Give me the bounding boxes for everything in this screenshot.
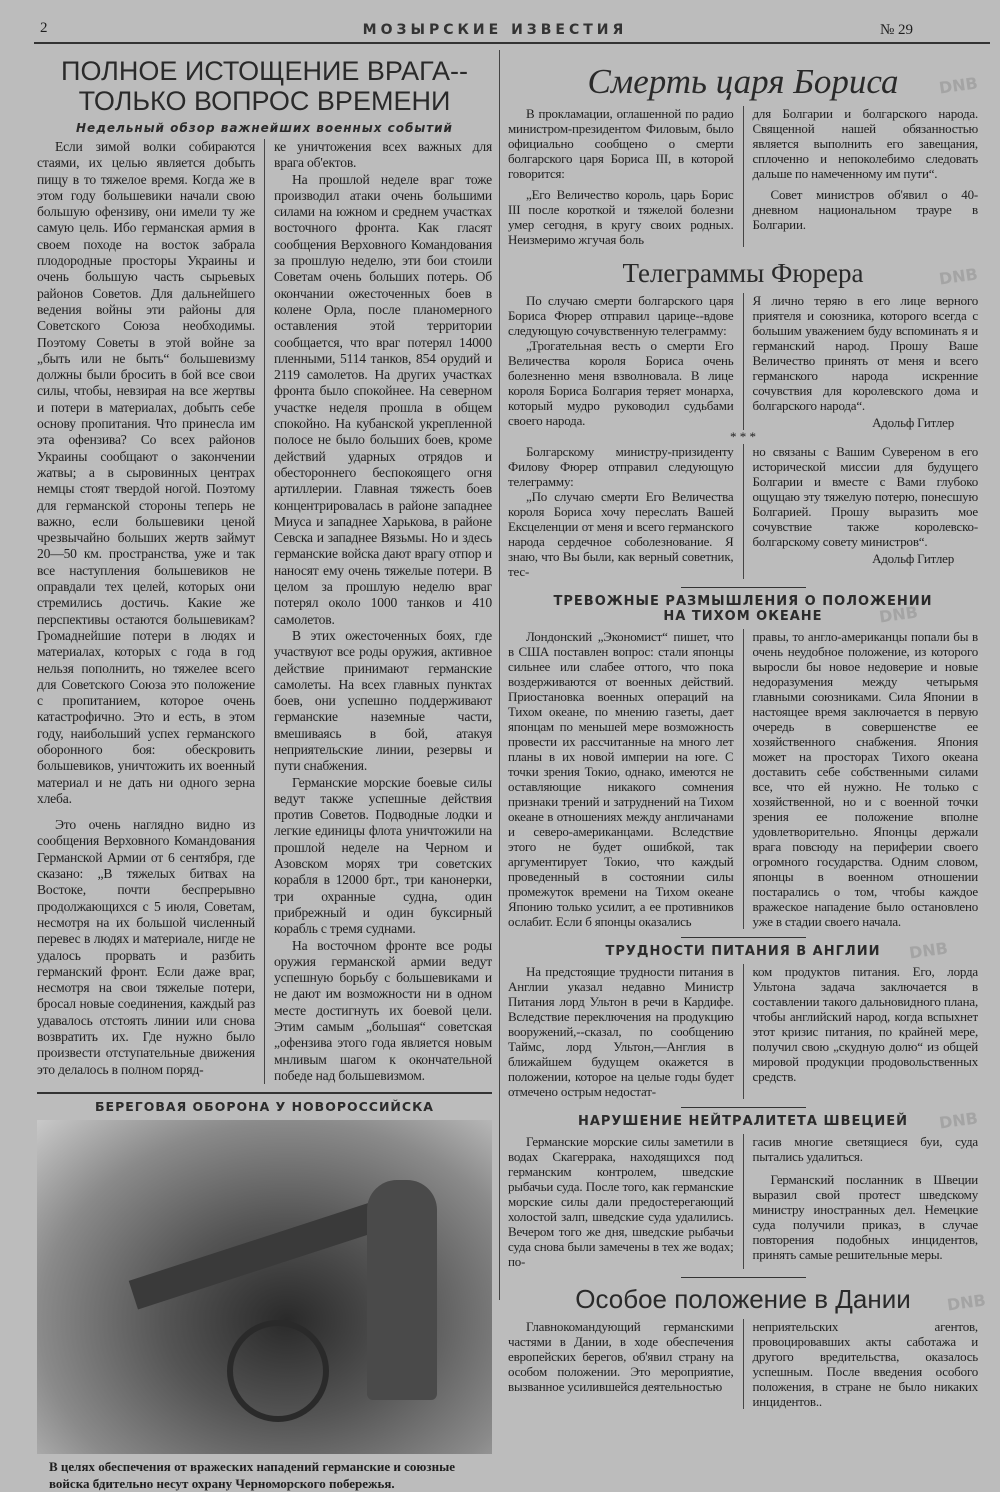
pacific-column-2 bbox=[753, 629, 979, 929]
column-divider bbox=[743, 964, 744, 1099]
paragraph: Болгарскому министру-призиденту Филову Фюрер отправил следующую телеграмму: bbox=[508, 444, 734, 489]
telegram-1-columns bbox=[508, 293, 978, 430]
paragraph: „По случаю смерти Его Величества короля Бориса хочу переслать Вашей Ексцеленции от меня и всего германского народа сердечное соболезнование. Я знаю, что Вы были, как верный советник, тес- bbox=[508, 489, 734, 579]
photo-caption: В целях обеспечения от вражеских нападений германские и союзные войска бдительно несут охрану Черноморского побережья. bbox=[49, 1459, 456, 1492]
england-columns bbox=[508, 964, 978, 1099]
paragraph: гасив многие светящиеся буи, суда пытались удалиться. bbox=[752, 1134, 978, 1164]
paragraph: неприятельских агентов, провоцировавших акты саботажа и другого вредительства, оказалось успешным. После введения особого положения, в стране не было никаких инцидентов.. bbox=[752, 1319, 978, 1409]
pacific-columns bbox=[508, 629, 978, 929]
left-section bbox=[37, 56, 492, 1492]
column-divider bbox=[743, 1134, 744, 1269]
asterism: * * * bbox=[730, 429, 756, 444]
telegram-1-column-2 bbox=[753, 293, 979, 430]
page-number: 2 bbox=[40, 20, 48, 36]
lead-columns bbox=[37, 139, 492, 1084]
soldier-figure bbox=[367, 1180, 437, 1400]
paragraph: правы, то англо-американцы попали бы в очень неудобное положение, из которого выросли бы новое недоверие и новые недоразумения между четырьмя главными союзниками. Сила Японии в настоящее время заключается в первую очередь в совершенстве ее хозяйственного снабжения. Япония может на просторах Тихого океана доставить себе собственными силами все, что ей нужно. Не только с хозяйственной, но и с военной точки зрения ее положение вполне удовлетворительно. Японцы держали врага повсюду на периферии своего огромного государства. Одним словом, японцы в военном отношении постарались о том, чтобы каждое вражеское нападение было остановлено уже в стадии своего начала. bbox=[752, 629, 978, 929]
lead-subtitle: Недельный обзор важнейших военных событий bbox=[76, 121, 453, 135]
sweden-column-1 bbox=[508, 1134, 734, 1269]
telegram-2-column-1 bbox=[508, 444, 734, 579]
paragraph: для Болгарии и болгарского народа. Священной нашей обязанностью является выполнить его завещания, сплоченно и непоколебимо следовать дальше по намеченному им пути“. bbox=[752, 106, 978, 181]
paragraph: Германские морские силы заметили в водах Скагеррака, находящихся под германским контролем, шведские рыбачьи суда. После того, как германские морские силы дали предостерегающий холостой залп, шведские суда удалились. Вечером того же дня, шведские рыбачьи суда снова были замечены в тех же водах; по- bbox=[508, 1134, 734, 1269]
sweden-title bbox=[508, 1108, 980, 1133]
paragraph: На прошлой неделе враг тоже производил атаки очень большими силами на южном и среднем участках восточного фронта. Как гласят сообщения Верховного Командования за прошлую неделю, эти бои стоили Советам очень больших потерь. Об окончании ожесточенных боев в колене Орла, после планомерного оставления этой территории сообщается, что враг потерял 14000 пленными, 5114 танков, 854 орудий и 2119 самолетов. На других участках фронта было спокойнее. На северном участке неделя прошла в общем спокойно. На кубанской укрепленной полосе не было больших боев, кроме действий ударных отрядов и обестороннего беспокоящего огня артиллерии. Главная тяжесть боев концентрировалась в районе западнее Миуса и западнее Харькова, в районе Севска и западнее Вязьмы. Но и здесь германские войска дают врагу отпор и наносят ему очень тяжелые потери. В целом за прошлую неделю враг потерял около 1000 танков и 410 самолетов. bbox=[274, 171, 492, 627]
lead-column-1 bbox=[37, 139, 255, 1084]
paragraph: Я лично теряю в его лице верного приятеля и союзника, которого всегда с большим уважением буду вспоминать я и германский народ. Прошу Ваше Величество принять от меня и всего германского народа искренние сочувствия для королевского дома и болгарского народа“. bbox=[752, 293, 978, 413]
paragraph: Совет министров об'явил о 40-дневном национальном трауре в Болгарии. bbox=[752, 187, 978, 232]
right-section bbox=[508, 62, 988, 1409]
boris-columns bbox=[508, 106, 978, 247]
england-column-1 bbox=[508, 964, 734, 1099]
paragraph: Германский посланник в Швеции выразил свой протест шведскому министру иностранных дел. Немецкие суда получили приказ, в случае повторения подобных инцидентов, принять самые решительные меры. bbox=[752, 1172, 978, 1262]
denmark-columns bbox=[508, 1319, 978, 1409]
pacific-title-line-1: ТРЕВОЖНЫЕ РАЗМЫШЛЕНИЯ О ПОЛОЖЕНИИ bbox=[553, 594, 933, 609]
england-column-2 bbox=[753, 964, 979, 1099]
photo-title: БЕРЕГОВАЯ ОБОРОНА У НОВОРОССИЙСКА bbox=[95, 1099, 434, 1115]
header-rule bbox=[34, 42, 990, 44]
coastal-defense-photo bbox=[37, 1120, 492, 1454]
paragraph: Главнокомандующий германскими частями в Дании, в ходе обеспечения европейских берегов, об'явил страну на особом положении. Это мероприятие, вызванное усилившейся деятельностью bbox=[508, 1319, 734, 1394]
column-divider bbox=[743, 106, 744, 247]
telegrams-title bbox=[508, 257, 978, 289]
paragraph: „Трогательная весть о смерти Его Величества короля Бориса очень болезненно меня взволновала. В лице короля Бориса Болгария теряет монарха, который мудро руководил судьбами своего народа. bbox=[508, 338, 734, 428]
lead-title-line-2: ТОЛЬКО ВОПРОС ВРЕМЕНИ bbox=[78, 86, 451, 116]
section-rule bbox=[37, 1092, 492, 1094]
dnb-stamp: DNB bbox=[937, 1108, 980, 1133]
telegrams-title-text: Телеграммы Фюрера bbox=[622, 258, 864, 288]
boris-column-2 bbox=[753, 106, 979, 247]
boris-title-text: Смерть царя Бориса bbox=[587, 62, 899, 101]
dnb-stamp: DNB bbox=[937, 73, 980, 98]
sweden-columns bbox=[508, 1134, 978, 1269]
paragraph: В этих ожесточенных боях, где участвуют все роды оружия, активное действие принимают германские самолеты. На всех главных пунктах боев, они успешно поддерживают германские наземные части, вмешиваясь в бой, атакуя неприятельские линии, резервы и пути снабжения. bbox=[274, 627, 492, 774]
section-rule bbox=[681, 587, 806, 588]
paragraph: Германские морские боевые силы ведут также успешные действия против Советов. Подводные лодки и легкие единицы флота уничтожили на прошлой неделе на Черном и Азовском морях три советских корабля в 12000 брт., три канонерки, три охранные судна, один прибрежный и один букcирный корабль с тремя суднами. bbox=[274, 774, 492, 937]
column-divider bbox=[264, 139, 265, 1084]
telegram-2-column-2 bbox=[753, 444, 979, 579]
england-title-text: ТРУДНОСТИ ПИТАНИЯ В АНГЛИИ bbox=[605, 944, 881, 959]
dnb-stamp: DNB bbox=[937, 264, 980, 289]
dnb-stamp: DNB bbox=[877, 602, 920, 627]
boris-column-1 bbox=[508, 106, 734, 247]
telegram-1-column-1 bbox=[508, 293, 734, 430]
england-title bbox=[508, 938, 978, 963]
issue-number: № 29 bbox=[880, 22, 914, 38]
denmark-column-2 bbox=[753, 1319, 979, 1409]
dnb-stamp: DNB bbox=[907, 938, 950, 963]
sweden-column-2 bbox=[753, 1134, 979, 1269]
pacific-title-line-2-wrap bbox=[508, 602, 978, 627]
section-rule bbox=[681, 1277, 806, 1278]
signature: Адольф Гитлер bbox=[872, 415, 954, 430]
column-divider bbox=[743, 629, 744, 929]
paragraph: Лондонский „Экономист“ пишет, что в США поставлен вопрос: стали японцы сильнее или слабее оттого, что пока воздерживаются от военных действий. Приостановка военных операций на Тихом океане, по мнению газеты, дает японцам по меньшей мере возможность провести их рассчитанные на много лет планы в их новой империи на юге. С точки зрения Токио, однако, имеются не оставляющие никакого сомнения признаки трений и затруднений на Тихом океане в отношениях между англичанами и северо-американцами. Вследствие этого не будет ошибкой, так аргументирует Токио, что каждый проведенный в состоянии силы промежуток времени на Тихом океане Японию только усилит, а ее противников ослабит. Если б японцы оказались bbox=[508, 629, 734, 929]
masthead: МОЗЫРСКИЕ ИЗВЕСТИЯ bbox=[362, 22, 628, 38]
paragraph: „Его Величество король, царь Борис III после короткой и тяжелой болезни умер сегодня, в кругу своих родных. Неизмеримо жгучая боль bbox=[508, 187, 734, 247]
column-divider bbox=[743, 1319, 744, 1409]
denmark-title bbox=[508, 1284, 988, 1315]
paragraph: Если зимой волки собираются стаями, их целью является добыть пищу в то тяжелое время. Когда же в этом году большевики начали свою большую офензиву, они имели ту же самую цель. Ибо германская армия в своем походе на восток забрала плодородные просторы Украины и очень большую часть сырьевых районов Советов. Для дальнейшего ведения войны эти районы для Советского Союза необходимы. Поэтому Советы в этой войне за „быть или не быть“ большевизму должны были бросить в бой все свои силы, чтобы, невзирая на все жертвы и потери в материалах, добыть себе основу пропитания. Что принесла им эта офензива? Со всех районов Украины сообщают о закончении жатвы; а в сыровинных центрах немцы стоят твердой ногой. Поэтому для германской стороны теперь не важно, если большевики ценой чрезвычайно больших жертв займут 20—50 км. пространства, уже и так все наступления большевиков не оправдали тех целей, которых они стремились достичь. Какие же перспективы остаются большевикам? Громаднейшие потери в людях и материалах, которых с года в год нельзя пополнить, но тяжелее всего для Советского Союза это положение с пропитанием, которое очень катастрофично. Это и есть, в этом году, наибольший успех германского оборонного боя: обескровить большевиков, уничтожить их военный материал и не дать ни одного зерна хлеба. bbox=[37, 139, 255, 806]
pacific-column-1 bbox=[508, 629, 734, 929]
pacific-title bbox=[508, 594, 978, 627]
paragraph: На предстоящие трудности питания в Англии указал недавно Министр Питания лорд Ультон в речи в Кардифе. Вследствие переключения на продукцию вооружений,--сказал, по сообщению Таймс, лорд Ультон,—Англия в ближайшем будущем окажется в положении, которое на целые годы будет отмечено острым недостат- bbox=[508, 964, 734, 1099]
column-divider bbox=[743, 293, 744, 430]
lead-title-line-1: ПОЛНОЕ ИСТОЩЕНИЕ ВРАГА-- bbox=[61, 56, 468, 86]
section-rule bbox=[681, 937, 806, 938]
boris-title bbox=[508, 62, 978, 102]
lead-column-2 bbox=[274, 139, 492, 1084]
lead-title bbox=[37, 56, 492, 116]
sweden-title-text: НАРУШЕНИЕ НЕЙТРАЛИТЕТА ШВЕЦИЕЙ bbox=[577, 1114, 909, 1129]
paragraph: По случаю смерти болгарского царя Бориса Фюрер отправил царице--вдове следующую сочувственную телеграмму: bbox=[508, 293, 734, 338]
column-divider bbox=[499, 50, 500, 1300]
paragraph: Это очень наглядно видно из сообщения Верховного Командования Германской Армии от 6 сентября, где сказано: „В тяжелых битвах на Востоке, почти беспрерывно продолжающихся с 5 июля, Советам, несмотря на их большой численный перевес в людях и материале, нигде не удалось прорвать и разбить германский фронт. Если даже враг, несмотря на свои тяжелые потери, бросал новые соединения, каждый раз удавалось отстоять линии или снова возвратить их. Где нужно было произвести отступательные движения это делалось в полном поряд- bbox=[37, 817, 255, 1077]
signature: Адольф Гитлер bbox=[872, 551, 954, 566]
paragraph: ке уничтожения всех важных для врага об'ектов. bbox=[274, 139, 492, 171]
dnb-stamp: DNB bbox=[945, 1290, 988, 1315]
paragraph: На восточном фронте все роды оружия германской армии ведут успешную борьбу с большевиками и не дают им возможности ни в одном месте достигнуть их боевой цели. Этим самым „большая“ советская „офензива этого года является новым мнливым шагом к окончательной победе над большевизмом. bbox=[274, 937, 492, 1083]
pacific-title-line-2: НА ТИХОМ ОКЕАНЕ bbox=[663, 609, 823, 624]
denmark-title-text: Особое положение в Дании bbox=[575, 1284, 911, 1314]
column-divider bbox=[743, 444, 744, 579]
paragraph: но связаны с Вашим Сувереном в его исторической миссии для будущего Болгарии и вместе с Вами глубоко ощущаю эту тяжелую потерю, понесшую Болгарией. Прошу выразить мое сочувствие также королевско-болгарскому совету министров“. bbox=[752, 444, 978, 549]
denmark-column-1 bbox=[508, 1319, 734, 1409]
paragraph: ком продуктов питания. Его, лорда Ультона задача заключается в составлении такого дальновидного плана, чтобы английский народ, когда вспыхнет этот кризис питания, по крайней мере, получил свою „скудную долю“ из общей мировой продукции продовольственных средств. bbox=[752, 964, 978, 1084]
section-rule bbox=[681, 1107, 806, 1108]
gun-barrel-shape bbox=[129, 1201, 386, 1310]
paragraph: В прокламации, оглашенной по радио министром-президентом Филовым, было официально сообщено о смерти болгарского царя Бориса III, в которой говорится: bbox=[508, 106, 734, 181]
telegram-2-columns bbox=[508, 444, 978, 579]
